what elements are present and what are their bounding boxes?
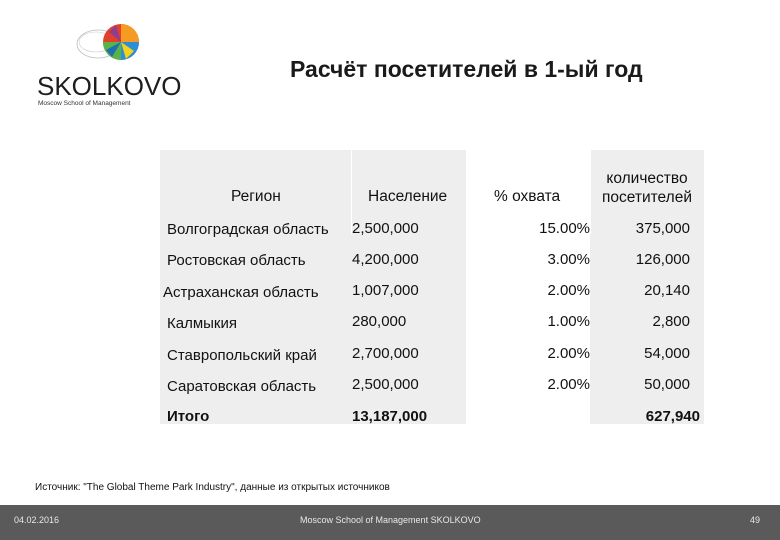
row-6-population: 2,500,000 [352,376,419,393]
skolkovo-logo [28,20,182,107]
row-1-visitors: 375,000 [635,220,690,237]
source-note: Источник: "The Global Theme Park Industry", данные из открытых источников [35,482,390,493]
row-6-region: Саратовская область [167,378,317,395]
row-5-region: Ставропольский край [167,347,317,364]
row-1-coverage: 15.00% [539,220,590,237]
header-visitors [592,169,702,207]
header-population: Население [368,188,448,205]
column-divider [590,150,591,234]
row-5-visitors: 54,000 [644,345,690,362]
column-divider [466,150,467,234]
logo-tagline: Moscow School of Management [38,100,131,107]
row-6-visitors: 50,000 [644,376,690,393]
row-1-region: Волгоградская область [167,221,329,238]
slide-title: Расчёт посетителей в 1-ый год [290,56,643,82]
skolkovo-emblem-icon [76,20,148,72]
row-2-population: 4,200,000 [352,251,419,268]
row-2-region: Ростовская область [167,252,306,269]
footer-center-text: Moscow School of Management SKOLKOVO [300,515,481,525]
row-3-region: Астраханская область [163,284,319,301]
row-6-coverage: 2.00% [547,376,590,393]
total-population: 13,187,000 [352,408,428,425]
header-visitors-line1: количество [606,170,688,187]
row-5-population: 2,700,000 [352,345,419,362]
row-4-visitors: 2,800 [652,313,690,330]
row-5-coverage: 2.00% [547,345,590,362]
total-label: Итого [167,408,210,425]
total-visitors: 627,940 [645,408,700,425]
row-4-population: 280,000 [352,313,407,330]
row-2-visitors: 126,000 [635,251,690,268]
footer-date: 04.02.2016 [14,515,60,525]
row-3-population: 1,007,000 [352,282,419,299]
page-number: 49 [750,515,761,525]
header-coverage: % охвата [494,188,561,205]
logo-wordmark: SKOLKOVO [37,71,182,101]
row-4-coverage: 1.00% [547,313,590,330]
row-2-coverage: 3.00% [547,251,590,268]
row-3-visitors: 20,140 [644,282,690,299]
header-visitors-line2: посетителей [602,189,692,206]
row-1-population: 2,500,000 [352,220,419,237]
row-3-coverage: 2.00% [547,282,590,299]
footer-bar [0,505,780,540]
header-region: Регион [231,188,281,205]
row-4-region: Калмыкия [167,315,237,332]
